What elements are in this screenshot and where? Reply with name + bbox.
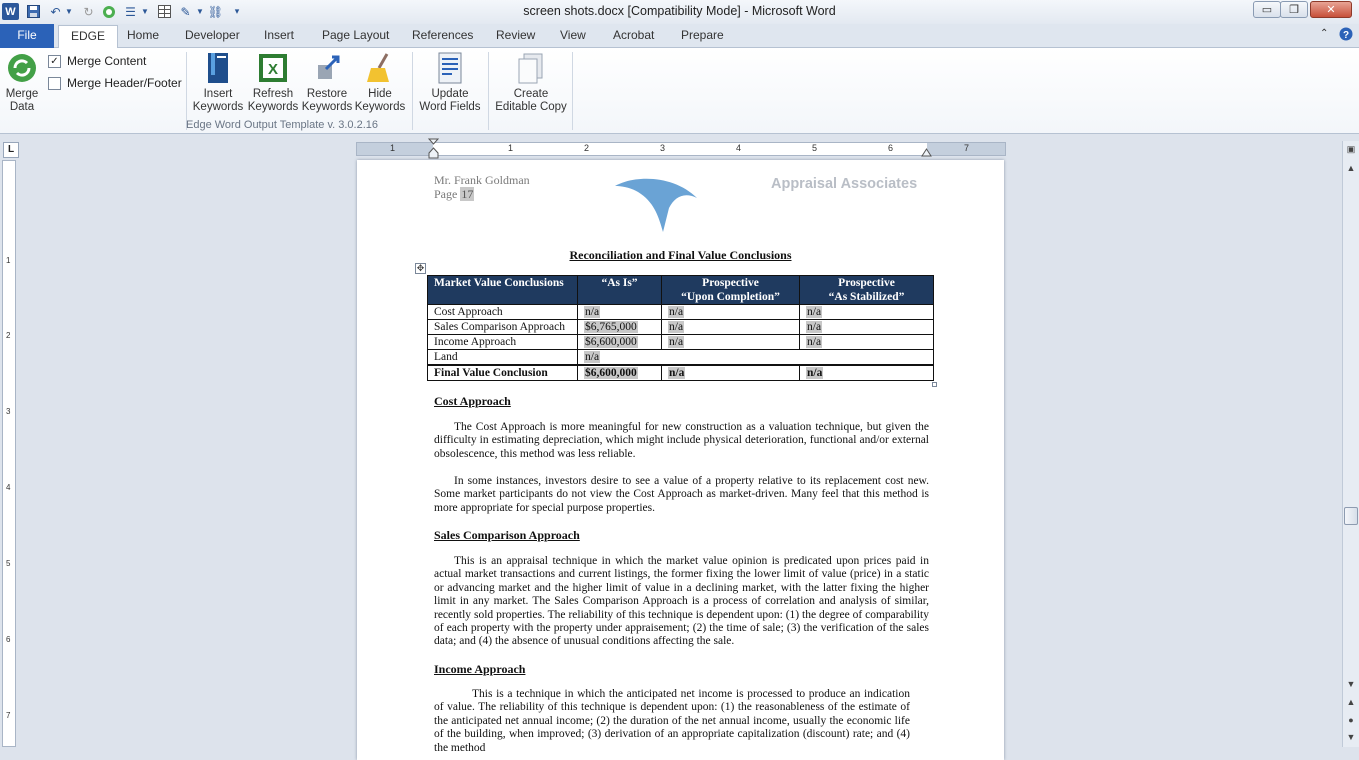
table-cell[interactable] [662,335,800,350]
tab-file[interactable]: File [0,24,54,48]
table-header-cell: Market Value Conclusions [428,276,578,305]
paragraph: The Cost Approach is more meaningful for new construction as a valuation technique, but given the difficulty in estimating depreciation, which might include physical deterioration, functional and/or external obsolescence, this method was less reliable. [434,421,929,460]
table-header-row [428,276,934,305]
table-move-handle-icon[interactable]: ✥ [416,263,425,273]
horizontal-ruler[interactable] [356,142,1006,156]
table-cell[interactable] [800,365,934,381]
ribbon-separator [412,52,413,130]
previous-page-icon[interactable]: ▲ [1346,697,1356,707]
bullets-dropdown-icon[interactable]: ▼ [141,7,149,16]
table-cell[interactable]: Land [428,350,578,366]
help-icon[interactable] [1339,27,1353,44]
document-title: Reconciliation and Final Value Conclusions [569,248,792,262]
table-cell[interactable] [662,365,800,381]
restore-button[interactable]: ❐ [1280,1,1308,18]
ribbon-separator [572,52,573,130]
update-word-fields-button[interactable] [416,52,484,114]
header-page-label [434,187,474,202]
ribbon-group-label: Edge Word Output Template v. 3.0.2.16 [186,119,379,131]
table-cell[interactable] [662,320,800,335]
minimize-ribbon-icon[interactable]: ⌃ [1320,28,1329,39]
merge-content-label: Merge Content [67,54,147,68]
ruler-number: 5 [6,559,11,568]
merge-field: n/a [807,306,822,318]
table-row [428,350,934,366]
merge-field: $6,600,000 [585,336,637,348]
svg-text:?: ? [1342,30,1350,41]
ruler-number: 5 [812,143,818,153]
ruler-number: 7 [964,143,970,153]
section-heading: Cost Approach [434,394,511,408]
table-cell[interactable] [800,335,934,350]
merge-data-button[interactable] [4,52,40,114]
tab-references[interactable]: References [412,28,474,42]
insert-keywords-button[interactable] [192,52,244,114]
table-cell[interactable] [578,320,662,335]
table-row [428,335,934,350]
vertical-ruler[interactable] [2,160,16,747]
scroll-down-icon[interactable]: ▼ [1346,679,1356,689]
ruler-bar [0,135,1359,161]
brand-name: Appraisal Associates [771,176,918,192]
ruler-number: 6 [6,635,11,644]
update-word-fields-icon [434,52,466,84]
table-resize-handle[interactable] [932,382,937,387]
header-recipient-name: Mr. Frank Goldman [434,173,530,187]
ruler-number: 4 [736,143,742,153]
paragraph: This is a technique in which the anticipated net income is processed to produce an indication of value. The reliability of this technique is dependent upon: (1) the reasonableness of the estimate of the anticipated net annual income; (2) the duration of the net annual income, usually the economic life of the building, when improved; (3) derivation of an appropriate capitalization (discount) rate; and (4) the method [434,688,910,754]
table-row [428,320,934,335]
insert-keywords-label: Insert Keywords [192,88,244,113]
table-cell[interactable]: Cost Approach [428,305,578,320]
create-editable-copy-button[interactable] [492,52,570,114]
table-cell[interactable]: Sales Comparison Approach [428,320,578,335]
undo-icon[interactable]: ↶ [50,4,61,19]
right-indent-marker-icon[interactable] [921,148,932,157]
update-word-fields-label: Update Word Fields [419,88,481,113]
tab-insert[interactable]: Insert [264,28,295,42]
refresh-keywords-icon [257,52,289,84]
undo-dropdown-icon[interactable]: ▼ [65,7,73,16]
ruler-number: 7 [6,711,11,720]
merge-field: n/a [807,367,823,379]
merge-header-footer-checkbox[interactable] [48,77,61,90]
value-conclusions-table[interactable] [427,275,934,381]
tab-acrobat[interactable]: Acrobat [613,28,655,42]
paragraph: This is an appraisal technique in which the market value opinion is predicated upon prices paid in actual market transactions and current listings, the former fixing the lower limit of value (price) in a static or advancing market and the higher limit of value in a declining market, with the latter fixing the higher limit in any market. The Sales Comparison Approach is a process of correlation and analysis of similar, recently sold properties. The reliability of this technique is dependent upon: (1) the degree of comparability of each property with the property under appraisement; (2) the time of sale; (3) the verification of the sales data; and (4) the absence of unusual conditions affecting the sale. [434,555,929,648]
table-row [428,305,934,320]
bullets-icon[interactable]: ☰ [125,4,136,19]
merge-field: n/a [585,351,600,363]
refresh-keywords-label: Refresh Keywords [247,88,299,113]
merge-field: $6,600,000 [585,367,637,379]
merge-field: n/a [585,306,600,318]
tab-edge[interactable]: EDGE [58,25,118,49]
ruler-toggle-icon[interactable]: ▣ [1346,144,1356,154]
document-copy-icon [515,52,547,84]
ruler-number: 1 [508,143,514,153]
merge-field: n/a [807,321,822,333]
table-header-cell: Prospective “Upon Completion” [662,276,800,305]
svg-text:X: X [267,61,279,78]
merge-field: $6,765,000 [585,321,637,333]
table-cell[interactable] [800,320,934,335]
broom-icon [364,52,396,84]
indent-marker-icon[interactable] [428,139,439,159]
table-cell[interactable] [800,305,934,320]
tab-prepare[interactable]: Prepare [681,28,724,42]
ruler-number: 3 [660,143,666,153]
header-page-text: Page [434,187,458,201]
word-app-icon[interactable]: W [2,3,19,20]
minimize-button[interactable]: ▭ [1253,1,1281,18]
ruler-number: 3 [6,407,11,416]
ruler-number: 4 [6,483,11,492]
hide-keywords-button[interactable] [354,52,406,114]
merge-header-footer-checkbox-row[interactable] [48,76,182,90]
paragraph: In some instances, investors desire to see a value of a property relative to its replacement cost new. Some market participants do not view the Cost Approach as market-driven. Many feel that this method is more appropriate for special purpose properties. [434,475,929,514]
table-cell[interactable] [578,350,934,366]
merge-field: n/a [669,321,684,333]
section-heading: Income Approach [434,662,526,676]
merge-field: n/a [669,306,684,318]
scroll-thumb[interactable] [1344,507,1358,525]
merge-field: n/a [807,336,822,348]
merge-field: n/a [669,336,684,348]
insert-keywords-icon [202,52,234,84]
table-cell[interactable]: Final Value Conclusion [428,365,578,381]
hide-keywords-label: Hide Keywords [354,88,406,113]
ruler-number: 1 [390,143,396,153]
vertical-scrollbar[interactable] [1342,141,1359,747]
merge-field: n/a [669,367,685,379]
company-logo-icon [615,178,699,234]
document-page[interactable] [357,160,1004,760]
next-page-icon[interactable]: ▼ [1346,732,1356,742]
window-title: screen shots.docx [Compatibility Mode] - Microsoft Word [523,4,836,18]
scroll-up-icon[interactable]: ▲ [1346,163,1356,173]
title-bar [0,0,1359,24]
tab-review[interactable]: Review [496,28,536,42]
tab-developer[interactable]: Developer [185,28,240,42]
create-editable-copy-label: Create Editable Copy [495,88,567,113]
merge-data-label: Merge Data [5,88,39,113]
browse-object-icon[interactable]: ● [1348,715,1354,725]
refresh-keywords-button[interactable] [246,52,300,114]
redo-icon[interactable]: ↻ [83,4,94,19]
tab-view[interactable]: View [560,28,586,42]
customize-quick-access-icon[interactable]: ▾ [234,6,240,16]
table-cell[interactable] [578,305,662,320]
ruler-number: 2 [6,331,11,340]
ribbon-panel [0,48,1359,134]
table-header-cell: “As Is” [578,276,662,305]
section-heading: Sales Comparison Approach [434,528,580,542]
ruler-number: 1 [6,256,11,265]
ruler-number: 6 [888,143,894,153]
restore-keywords-label: Restore Keywords [301,88,353,113]
merge-data-icon [6,52,38,84]
merge-header-footer-label: Merge Header/Footer [67,76,182,90]
table-row [428,365,934,381]
page-number-field[interactable]: 17 [461,187,474,201]
tab-home[interactable]: Home [127,28,160,42]
table-cell[interactable]: Income Approach [428,335,578,350]
restore-keywords-icon [311,52,343,84]
close-button[interactable]: ✕ [1310,1,1352,18]
restore-keywords-button[interactable] [300,52,354,114]
ribbon-tab-bar [0,24,1359,48]
format-dropdown-icon[interactable]: ▼ [196,7,204,16]
merge-content-checkbox[interactable]: ✓ [48,55,61,68]
format-tool-icon[interactable]: ✎ [180,4,191,19]
tab-selector[interactable]: L [3,142,19,158]
tab-page-layout[interactable]: Page Layout [322,28,390,42]
ribbon-separator [488,52,489,130]
table-cell[interactable] [578,365,662,381]
table-header-cell: Prospective “As Stabilized” [800,276,934,305]
ruler-number: 2 [584,143,590,153]
link-icon[interactable]: ⛓ [207,4,224,19]
table-cell[interactable] [662,305,800,320]
merge-content-checkbox-row[interactable] [48,54,146,68]
table-cell[interactable] [578,335,662,350]
